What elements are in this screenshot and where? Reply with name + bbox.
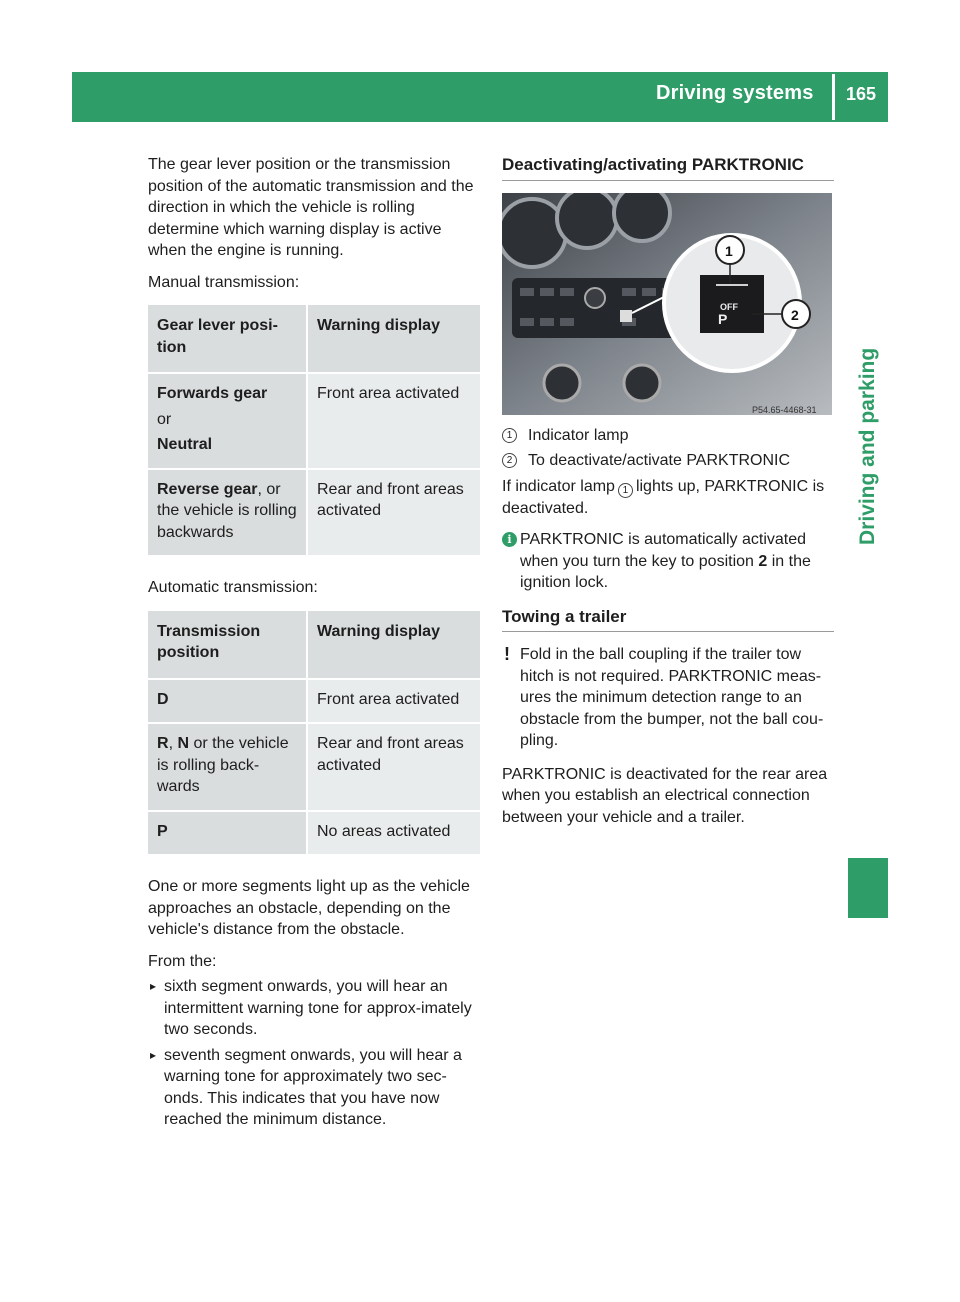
table-cell [148,373,307,469]
indicator-lamp-paragraph [502,476,834,520]
table-header-cell: Transmission position [148,611,307,679]
segment-bullet-list [148,976,482,1131]
intro-paragraph: The gear lever position or the transmission position of the automatic transmission and the direction in which the vehicle is rolling determine which warning display is active when the engine is running. [148,156,474,259]
info-note-text-b: in the ignition lock. [520,552,811,591]
table-header-cell: Warning display [307,305,480,373]
section-heading-parktronic: Deactivating/activating PARKTRONIC [502,154,834,181]
callout-marker: 1 [502,428,517,443]
page-number: 165 [846,84,877,104]
list-item: ▸ seventh segment onwards, you will hear a warning tone for approximately two sec-onds. This indicates that you have now reached the minimum distance. [148,1045,482,1131]
figure-callout-1: 1 [725,242,733,259]
warning-note-text: Fold in the ball coupling if the trailer tow hitch is not required. PARKTRONIC meas-ures the minimum detection range to an obstacle from the bumper, not the ball cou-pling. [520,646,824,749]
cell-text: , or the vehicle is rolling backwards [157,480,297,541]
off-label: OFF [720,301,738,312]
cell-text: , [168,735,178,752]
legend-text: To deactivate/activate PARKTRONIC [528,452,791,469]
callout-marker: 1 [618,483,633,498]
automatic-transmission-label: Automatic transmission: [148,579,318,596]
gear-reverse: Reverse gear [157,480,258,498]
table-header-row [148,305,480,373]
manual-transmission-table [148,305,480,557]
table-row [148,723,480,811]
lamp-text-a: If indicator lamp [502,477,615,495]
list-item: ▸ sixth segment onwards, you will hear an intermittent warning tone for approx-imately two seconds. [148,976,482,1041]
figure-reference-code: P54.65-4468-31 [752,404,817,415]
info-icon: i [502,532,517,547]
key-position: 2 [758,552,768,570]
table-header-cell: Gear lever posi-tion [148,305,307,373]
header-divider [832,74,835,120]
figure-callout-2: 2 [791,306,799,323]
legend-item-1 [502,425,834,447]
left-column [148,154,482,1135]
from-the-label: From the: [148,952,217,970]
chapter-title: Driving systems [656,82,814,104]
cell-text: or the vehicle is rolling back-wards [157,735,289,795]
right-column [502,154,834,838]
info-note-text-a: PARKTRONIC is automatically activated when you turn the key to position [520,531,807,570]
table-row [148,811,480,856]
side-tab-marker [848,858,888,918]
table-cell [148,469,307,557]
gear-forwards: Forwards gear [157,385,268,402]
table-row [148,469,480,557]
parktronic-symbol: P [718,310,728,327]
position-r: R [157,735,169,752]
table-cell: D [148,679,307,724]
automatic-transmission-table [148,611,480,857]
warning-note [502,644,834,752]
table-cell: Rear and front areas activated [307,469,480,557]
table-cell [148,723,307,811]
legend-item-2 [502,450,834,472]
table-row [148,373,480,469]
trailer-paragraph: PARKTRONIC is deactivated for the rear area when you establish an electrical connection between your vehicle and a trailer. [502,765,828,826]
table-cell: Rear and front areas activated [307,723,480,811]
info-note [502,529,834,594]
table-header-row [148,611,480,679]
table-cell: Front area activated [307,373,480,469]
legend-text: Indicator lamp [528,426,629,444]
warning-icon: ! [504,644,510,664]
callout-marker: 2 [502,453,517,468]
position-n: N [177,735,190,752]
table-header-cell: Warning display [307,611,480,679]
lamp-text-b: lights up, PARKTRONIC is deactivated. [502,477,825,517]
table-cell: No areas activated [307,811,480,856]
table-row [148,679,480,724]
gear-neutral: Neutral [157,436,213,453]
manual-transmission-label: Manual transmission: [148,273,300,291]
dashboard-illustration [502,193,832,415]
or-text: or [157,410,172,428]
table-cell: Front area activated [307,679,480,724]
section-heading-towing: Towing a trailer [502,606,834,633]
dashboard-photo [502,193,832,415]
side-tab-label: Driving and parking [856,347,879,545]
table-cell: P [148,811,307,856]
segments-paragraph: One or more segments light up as the vehicle approaches an obstacle, depending on the vehicle's distance from the obstacle. [148,878,470,938]
